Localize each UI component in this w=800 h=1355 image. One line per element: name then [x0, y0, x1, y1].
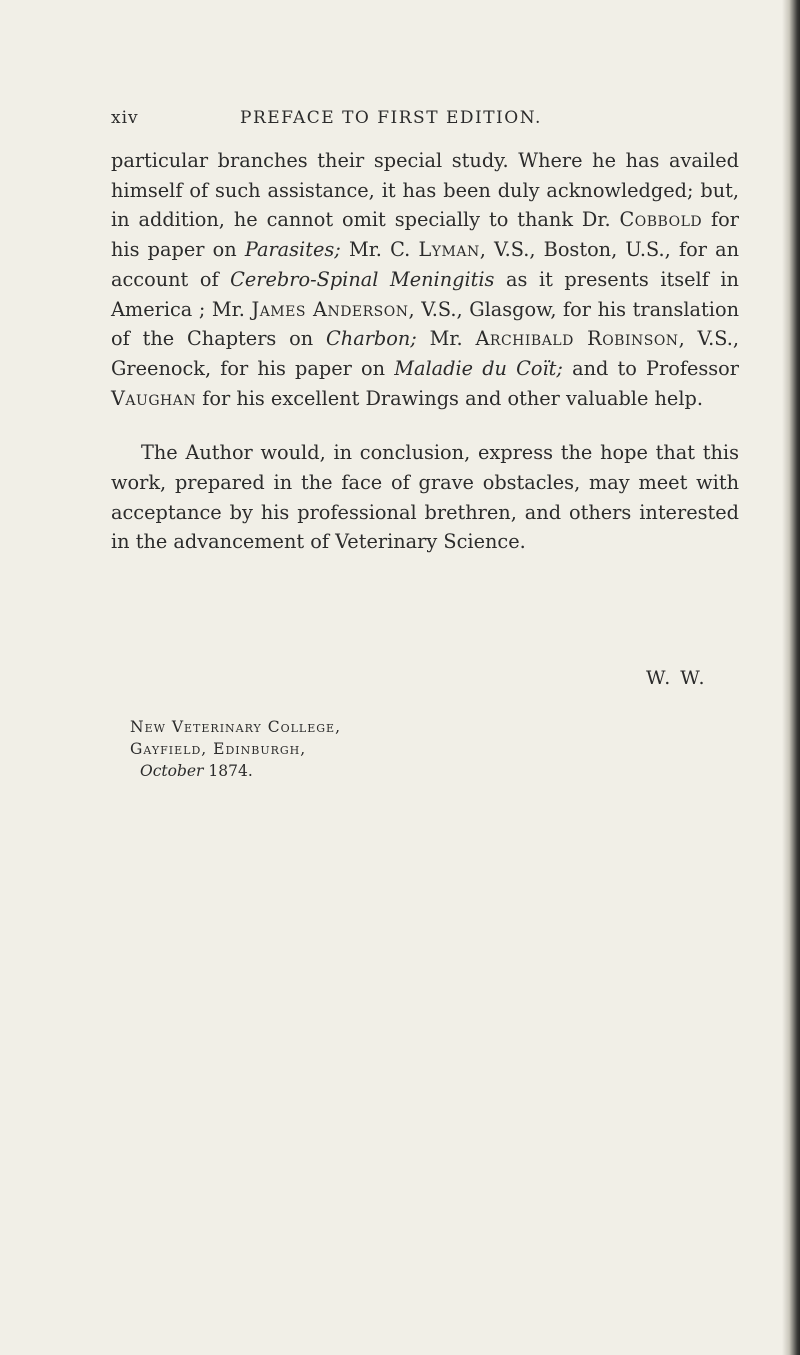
address-date [130, 760, 341, 782]
date-year: 1874. [208, 762, 253, 780]
address-line-2: Gayfield, Edinburgh, [130, 740, 307, 758]
preface-body [111, 146, 739, 557]
address-line-1: New Veterinary College, [130, 718, 342, 736]
name-robinson: Archibald Robinson [475, 327, 679, 351]
text-run: as it presents itself in America ; Mr. [111, 267, 739, 321]
text-run: Mr. [416, 327, 476, 351]
text-run: , V.S., Boston, U.S., for an account of [111, 238, 740, 291]
page-number: xiv [111, 108, 139, 128]
date-month: October [140, 762, 204, 780]
text-run: for his excellent Drawings and other valuable help. [196, 386, 703, 410]
address-block [130, 716, 341, 782]
paragraph-1 [111, 146, 739, 413]
text-run: , V.S., Greenock, for his paper on [111, 327, 740, 380]
title-maladie-du-coit: Maladie du Coït; [394, 356, 563, 380]
text-run: and to Professor [562, 356, 739, 380]
text-run: particular branches their special study. Where he has availed himself of such assistance, it has been duly acknowledged; but, in addition, he cannot omit specially to thank Dr. [111, 149, 739, 232]
title-charbon: Charbon; [326, 327, 417, 351]
signature-initials: W. W. [646, 667, 707, 689]
text-run: for his paper on [111, 208, 739, 262]
text-run: Mr. C. [340, 238, 419, 262]
page-edge-shadow [782, 0, 800, 1355]
name-lyman: Lyman [418, 238, 480, 262]
name-vaughan: Vaughan [111, 386, 197, 410]
text-run: , V.S., Glasgow, for his translation of the Chapters on [111, 297, 739, 351]
title-parasites: Parasites; [244, 238, 341, 262]
name-anderson: James Anderson [251, 297, 409, 321]
name-cobbold: Cobbold [619, 208, 703, 232]
paragraph-2: The Author would, in conclusion, express the hope that this work, prepared in the face of grave obstacles, may meet with acceptance by his professional brethren, and others interested in the advancement of Veterinary Science. [111, 441, 739, 554]
title-meningitis: Cerebro-Spinal Meningitis [230, 267, 495, 291]
running-head: PREFACE TO FIRST EDITION. [240, 108, 542, 128]
